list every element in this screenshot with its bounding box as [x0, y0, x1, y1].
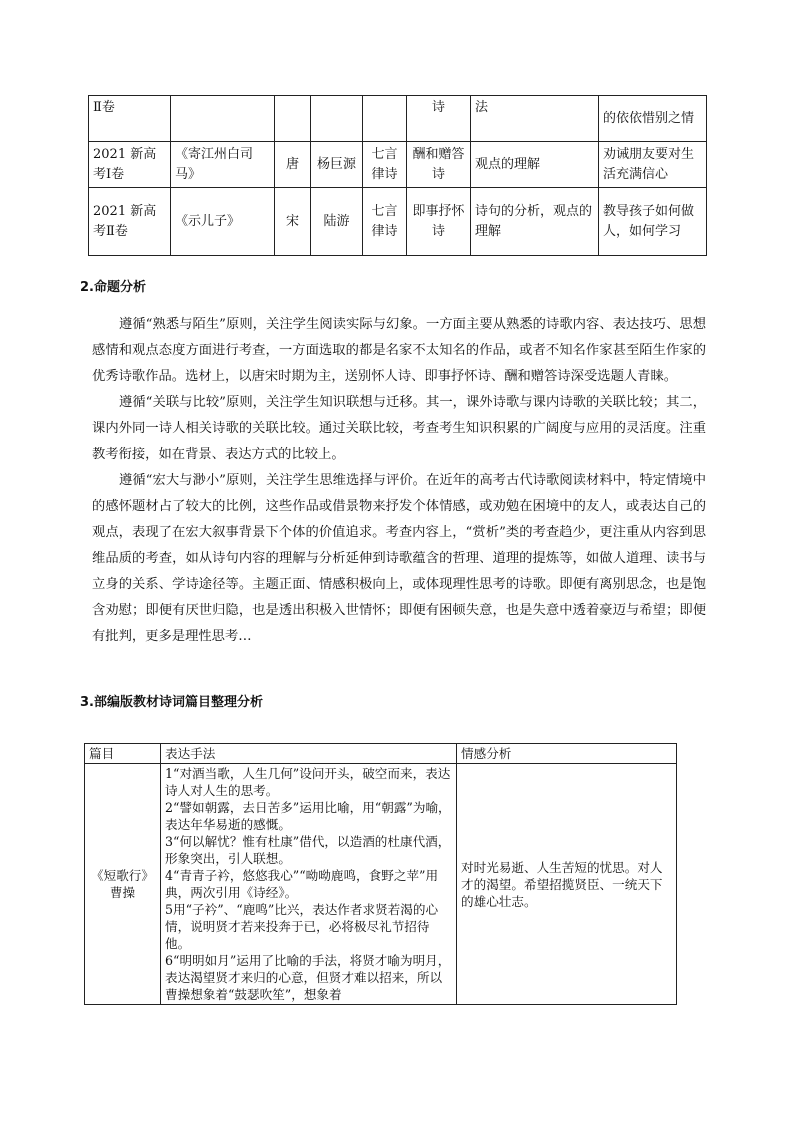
point-cell: 观点的理解 [471, 142, 599, 188]
exam-cell: Ⅱ卷 [89, 96, 171, 142]
exam-cell: 2021 新高考Ⅰ卷 [89, 142, 171, 188]
poem-title-cell: 《短歌行》曹操 [85, 764, 161, 1005]
point-cell: 诗句的分析，观点的理解 [471, 188, 599, 256]
author-cell: 杨巨源 [311, 142, 363, 188]
column-header: 表达手法 [161, 744, 457, 764]
type-cell: 酬和赠答诗 [407, 142, 471, 188]
table-row [89, 188, 707, 256]
table-row [85, 764, 677, 1005]
form-cell: 七言律诗 [363, 142, 407, 188]
title-cell: 《示儿子》 [171, 188, 275, 256]
title-cell [171, 96, 275, 142]
technique-item: 6“明明如月”运用了比喻的手法，将贤才喻为明月，表达渴望贤才来归的心意，但贤才难以招来，所以曹操想象着“鼓瑟吹笙”，想象着 [165, 953, 451, 1002]
exam-poetry-table [88, 95, 707, 256]
dynasty-cell: 宋 [275, 188, 311, 256]
exam-cell: 2021 新高考Ⅱ卷 [89, 188, 171, 256]
point-cell: 法 [471, 96, 599, 142]
table-row [89, 142, 707, 188]
dynasty-cell [275, 96, 311, 142]
table-header-row [85, 744, 677, 764]
type-cell: 即事抒怀诗 [407, 188, 471, 256]
section-heading-analysis: 2.命题分析 [80, 280, 146, 295]
technique-item: 5用“子衿”、“鹿鸣”比兴，表达作者求贤若渴的心情，说明贤才若来投奔于已，必将极尽礼节招待他。 [165, 902, 439, 951]
author-cell [311, 96, 363, 142]
technique-item: 3“何以解忧？惟有杜康”借代，以造酒的杜康代酒，形象突出，引人联想。 [165, 834, 451, 866]
technique-item: 2“譬如朝露，去日苦多”运用比喻，用“朝露”为喻，表达年华易逝的感慨。 [165, 800, 451, 832]
technique-item: 1“对酒当歌，人生几何”设问开头，破空而来，表达诗人对人生的思考。 [165, 766, 451, 798]
section-heading-textbook: 3.部编版教材诗词篇目整理分析 [80, 695, 263, 710]
author-cell: 陆游 [311, 188, 363, 256]
type-cell: 诗 [407, 96, 471, 142]
theme-cell: 的依依惜别之情 [599, 96, 707, 142]
technique-item: 4“青青子衿，悠悠我心”“呦呦鹿鸣，食野之苹”用典，两次引用《诗经》。 [165, 868, 439, 900]
paragraph: 遵循“熟悉与陌生”原则，关注学生阅读实际与幻象。一方面主要从熟悉的诗歌内容、表达技巧、思想感情和观点态度方面进行考查，一方面选取的都是名家不太知名的作品，或者不知名作家甚至陌生作家的优秀诗歌作品。选材上，以唐宋时期为主，送别怀人诗、即事抒怀诗、酬和赠答诗深受选题人青睐。 [92, 317, 706, 384]
dynasty-cell: 唐 [275, 142, 311, 188]
form-cell: 七言律诗 [363, 188, 407, 256]
theme-cell: 劝诫朋友要对生活充满信心 [599, 142, 707, 188]
table-row [89, 96, 707, 142]
column-header: 情感分析 [457, 744, 677, 764]
techniques-cell [161, 764, 457, 1005]
paragraph: 遵循“宏大与渺小”原则，关注学生思维选择与评价。在近年的高考古代诗歌阅读材料中，特定情境中的感怀题材占了较大的比例，这些作品或借景物来抒发个体情感，或劝勉在困境中的友人，或表达自己的观点，表现了在宏大叙事背景下个体的价值追求。考查内容上，“赏析”类的考查趋少，更注重从内容到思维品质的考查，如从诗句内容的理解与分析延伸到诗歌蕴含的哲理、道理的提炼等，如做人道理、读书与立身的关系、学诗途径等。主题正面、情感积极向上，或体现理性思考的诗歌。即便有离别思念，也是饱含劝慰；即便有厌世归隐，也是透出积极入世情怀；即便有困顿失意，也是失意中透着豪迈与希望；即便有批判，更多是理性思考… [92, 473, 706, 644]
title-cell: 《寄江州白司马》 [171, 142, 275, 188]
emotion-cell: 对时光易逝、人生苦短的忧思。对人才的渴望。希望招揽贤臣、一统天下的雄心壮志。 [457, 764, 677, 1005]
column-header: 篇目 [85, 744, 161, 764]
form-cell [363, 96, 407, 142]
theme-cell: 教导孩子如何做人，如何学习 [599, 188, 707, 256]
paragraph: 遵循“关联与比较”原则，关注学生知识联想与迁移。其一，课外诗歌与课内诗歌的关联比较；其二，课内外同一诗人相关诗歌的关联比较。通过关联比较，考查考生知识积累的广阔度与应用的灵活度。注重教考衔接，如在背景、表达方式的比较上。 [92, 395, 706, 462]
textbook-poem-table [84, 743, 677, 1005]
